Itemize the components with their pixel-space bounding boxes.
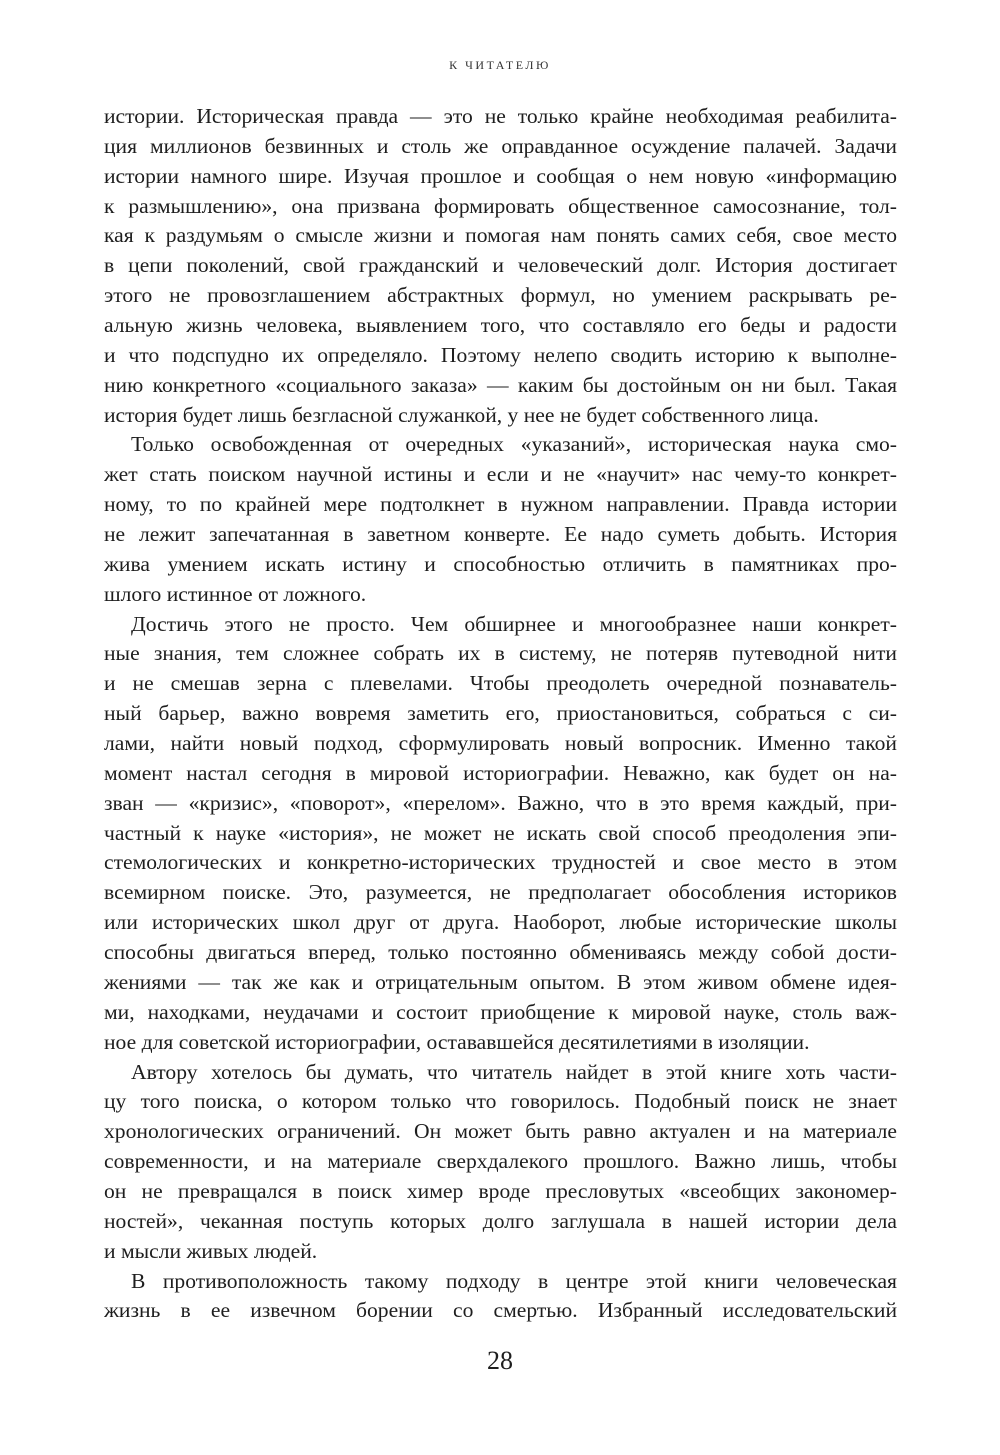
text-line: истории. Историческая правда — это не только крайне необходимая реабилита- bbox=[104, 104, 897, 128]
text-line: момент настал сегодня в мировой историографии. Неважно, как будет он на- bbox=[104, 760, 897, 785]
paragraph-first-line: В противоположность такому подходу в центре этой книги человеческая bbox=[131, 1268, 897, 1293]
page-number: 28 bbox=[487, 1346, 513, 1375]
running-head: К ЧИТАТЕЛЮ bbox=[449, 58, 551, 72]
text-line: в цепи поколений, свой гражданский и человеческий долг. История достигает bbox=[104, 253, 897, 278]
text-line: нию конкретного «социального заказа» — каким бы достойным он ни был. Такая bbox=[104, 372, 897, 397]
text-line: этого не провозглашением абстрактных формул, но умением раскрывать ре- bbox=[104, 283, 897, 308]
text-line: он не превращался в поиск химер вроде пресловутых «всеобщих закономер- bbox=[104, 1178, 897, 1203]
text-line: всемирном поиске. Это, разумеется, не предполагает обособления историков bbox=[104, 880, 897, 905]
text-line: к размышлению», она призвана формировать общественное самосознание, тол- bbox=[104, 193, 897, 218]
body-text bbox=[104, 102, 897, 1326]
text-line: ностей», чеканная поступь которых долго заглушала в нашей истории дела bbox=[104, 1208, 897, 1233]
text-line: способны двигаться вперед, только постоянно обмениваясь между собой дости- bbox=[104, 940, 897, 965]
text-line: ция миллионов безвинных и столь же оправданное осуждение палачей. Задачи bbox=[104, 133, 897, 158]
text-line: ми, находками, неудачами и состоит приобщение к мировой науке, столь важ- bbox=[104, 999, 897, 1024]
text-line: жениями — так же как и отрицательным опытом. В этом живом обмене идея- bbox=[104, 969, 897, 994]
text-line: не лежит запечатанная в заветном конверте. Ее надо суметь добыть. История bbox=[104, 522, 897, 547]
text-line: истории намного шире. Изучая прошлое и сообщая о нем новую «информацию bbox=[104, 163, 897, 188]
text-line: зван — «кризис», «поворот», «перелом». Важно, что в это время каждый, при- bbox=[104, 790, 897, 815]
text-line: ному, то по крайней мере подтолкнет в нужном направлении. Правда истории bbox=[104, 492, 897, 517]
text-line: и что подспудно их определяло. Поэтому нелепо сводить историю к выполне- bbox=[104, 342, 897, 367]
paragraph-first-line: Автору хотелось бы думать, что читатель найдет в этой книге хоть части- bbox=[131, 1059, 897, 1084]
text-line: и мысли живых людей. bbox=[104, 1238, 318, 1263]
paragraph-first-line: Достичь этого не просто. Чем обширнее и многообразнее наши конкрет- bbox=[131, 611, 897, 636]
text-line: ные знания, тем сложнее собрать их в систему, не потеряв путеводной нити bbox=[104, 641, 897, 666]
text-line: жива умением искать истину и способностью отличить в памятниках про- bbox=[104, 551, 897, 576]
text-line: ный барьер, важно вовремя заметить его, приостановиться, собраться с си- bbox=[104, 701, 897, 726]
text-line: жет стать поиском научной истины и если и не «научит» нас чему-то конкрет- bbox=[104, 462, 897, 487]
text-line: история будет лишь безгласной служанкой, у нее не будет собственного лица. bbox=[104, 402, 819, 427]
text-line: шлого истинное от ложного. bbox=[104, 581, 367, 606]
text-line: и не смешав зерна с плевелами. Чтобы преодолеть очередной познаватель- bbox=[104, 671, 897, 696]
text-line: стемологических и конкретно-исторических трудностей и свое место в этом bbox=[104, 850, 897, 875]
text-line: жизнь в ее извечном борении со смертью. Избранный исследовательский bbox=[104, 1298, 897, 1323]
text-line: кая к раздумьям о смысле жизни и помогая нам понять самих себя, свое место bbox=[104, 223, 897, 248]
paragraph-first-line: Только освобожденная от очередных «указаний», историческая наука смо- bbox=[131, 432, 897, 457]
text-line: альную жизнь человека, выявлением того, что составляло его беды и радости bbox=[104, 313, 897, 338]
text-line: лами, найти новый подход, сформулировать новый вопросник. Именно такой bbox=[104, 731, 897, 756]
text-line: современности, и на материале сверхдалекого прошлого. Важно лишь, чтобы bbox=[104, 1149, 897, 1174]
text-line: цу того поиска, о котором только что говорилось. Подобный поиск не знает bbox=[104, 1089, 897, 1114]
text-line: ное для советской историографии, остававшейся десятилетиями в изоляции. bbox=[104, 1029, 810, 1054]
text-line: или исторических школ друг от друга. Наоборот, любые исторические школы bbox=[104, 910, 897, 935]
text-line: хронологических ограничений. Он может быть равно актуален и на материале bbox=[104, 1119, 897, 1144]
text-line: частный к науке «история», не может не искать свой способ преодоления эпи- bbox=[104, 820, 897, 845]
